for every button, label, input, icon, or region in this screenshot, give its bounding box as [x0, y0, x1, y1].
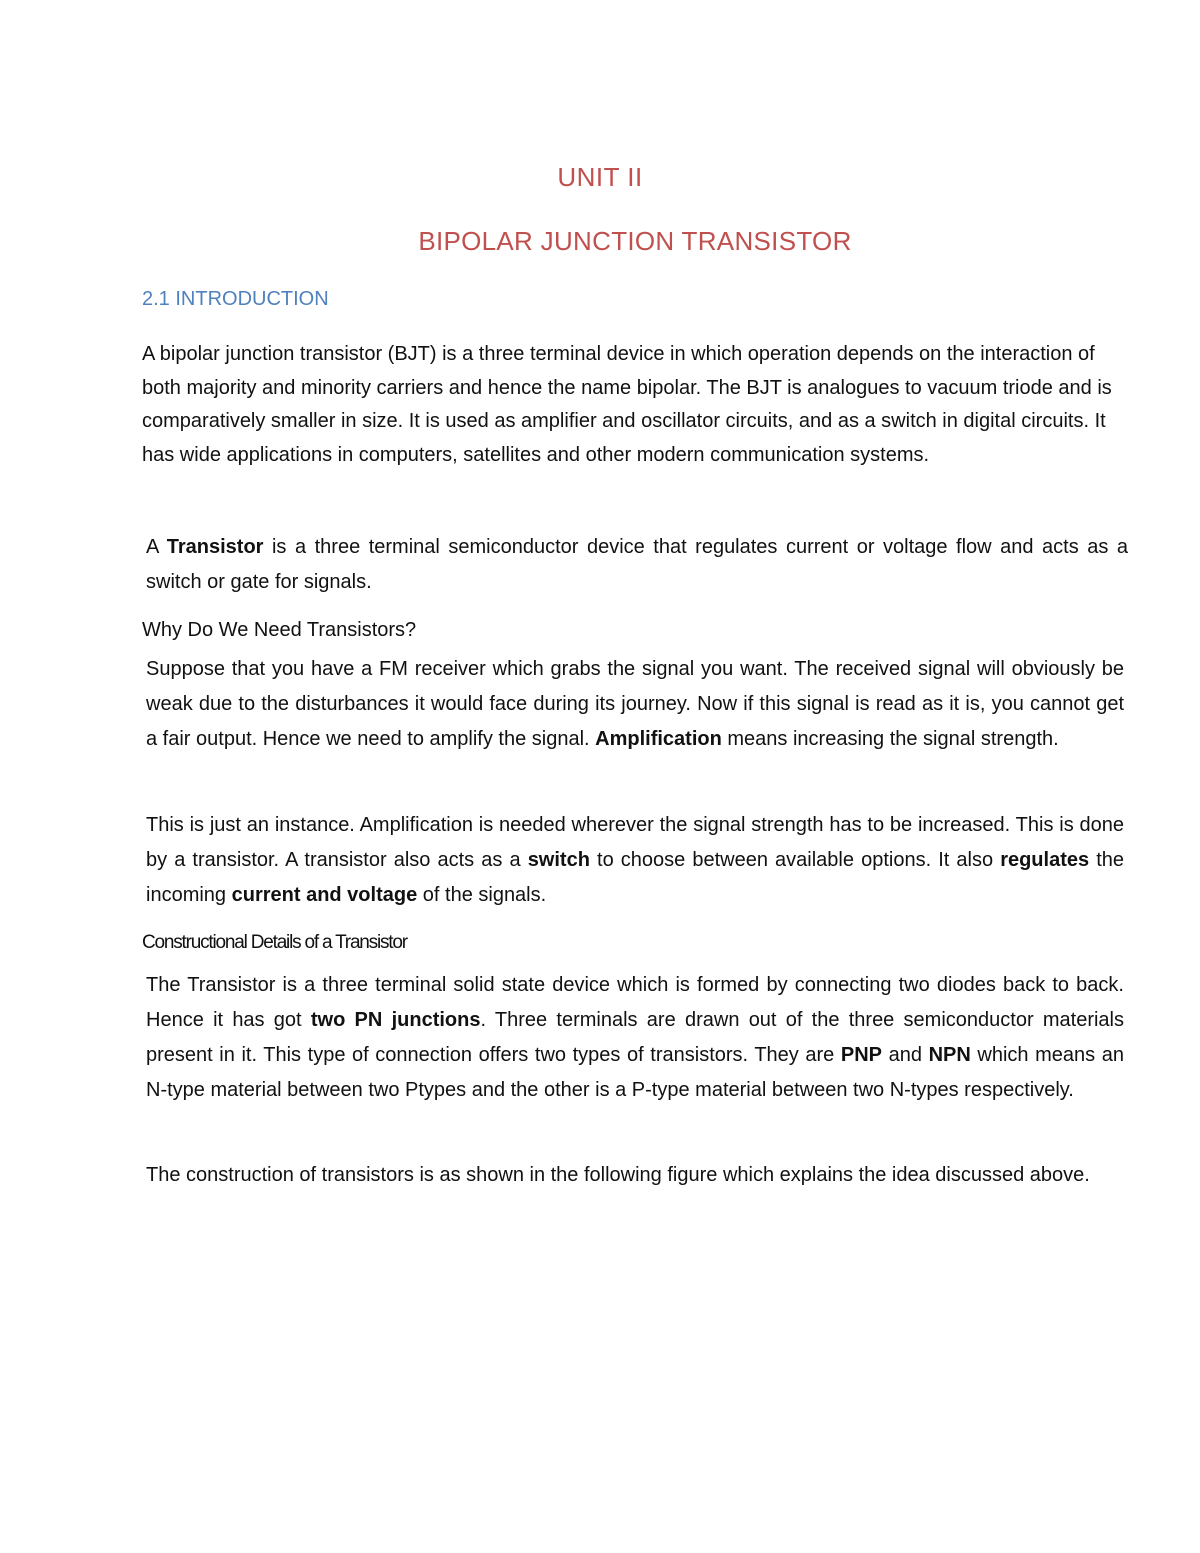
instance-part1: This is just an instance. Amplification is needed wherever the signal strength has to be increased. This is done by a transistor. A transistor also acts as a [146, 814, 1124, 871]
constructional-details-heading: Constructional Details of a Transistor [142, 932, 407, 953]
section-heading-introduction: 2.1 INTRODUCTION [142, 288, 329, 310]
instance-part4: of the signals. [417, 884, 547, 906]
why-text: Suppose that you have a FM receiver which grabs the signal you want. The received signal will obviously be weak due to the disturbances it would face during its journey. Now if this signal is read as it is, you cannot get a fair output. Hence we need to amplify the signal. [146, 658, 1124, 750]
instance-paragraph [146, 808, 1124, 913]
unit-title: UNIT II [557, 162, 643, 192]
construction-paragraph [146, 968, 1124, 1108]
transistor-term: Transistor [166, 536, 264, 558]
transistor-definition-paragraph [146, 530, 1128, 600]
why-heading: Why Do We Need Transistors? [142, 619, 417, 641]
pn-junctions-term: two PN junctions [310, 1009, 481, 1031]
construct-part3: and [882, 1044, 929, 1066]
switch-term: switch [527, 849, 590, 871]
amplification-term: Amplification [595, 728, 722, 750]
transistor-def-prefix: A [146, 536, 167, 558]
current-voltage-term: current and voltage [231, 884, 418, 906]
regulates-term: regulates [1000, 849, 1090, 871]
instance-part3: the incoming [146, 849, 1125, 906]
why-paragraph [146, 652, 1124, 757]
pnp-term: PNP [840, 1044, 883, 1066]
figure-reference-paragraph: The construction of transistors is as shown in the following figure which explains the idea discussed above. [146, 1164, 1090, 1186]
instance-part2: to choose between available options. It also [589, 849, 1001, 871]
why-suffix: means increasing the signal strength. [721, 728, 1059, 750]
npn-term: NPN [928, 1044, 971, 1066]
construct-part1: The Transistor is a three terminal solid state device which is formed by connecting two diodes back to back. Hence it has got [146, 974, 1124, 1031]
construct-part2: . Three terminals are drawn out of the three semiconductor materials present in it. This type of connection offers two types of transistors. They are [146, 1009, 1124, 1066]
intro-paragraph: A bipolar junction transistor (BJT) is a three terminal device in which operation depends on the interaction of both majority and minority carriers and hence the name bipolar. The BJT is analogues to vacuum triode and is comparatively smaller in size. It is used as amplifier and oscillator circuits, and as a switch in digital circuits. It has wide applications in computers, satellites and other modern communication systems. [142, 343, 1112, 466]
construct-part4: which means an N-type material between two Ptypes and the other is a P-type material between two N-types respectively. [146, 1044, 1125, 1101]
main-title: BIPOLAR JUNCTION TRANSISTOR [418, 226, 852, 256]
transistor-def-suffix: is a three terminal semiconductor device that regulates current or voltage flow and acts as a switch or gate for signals. [146, 536, 1128, 593]
